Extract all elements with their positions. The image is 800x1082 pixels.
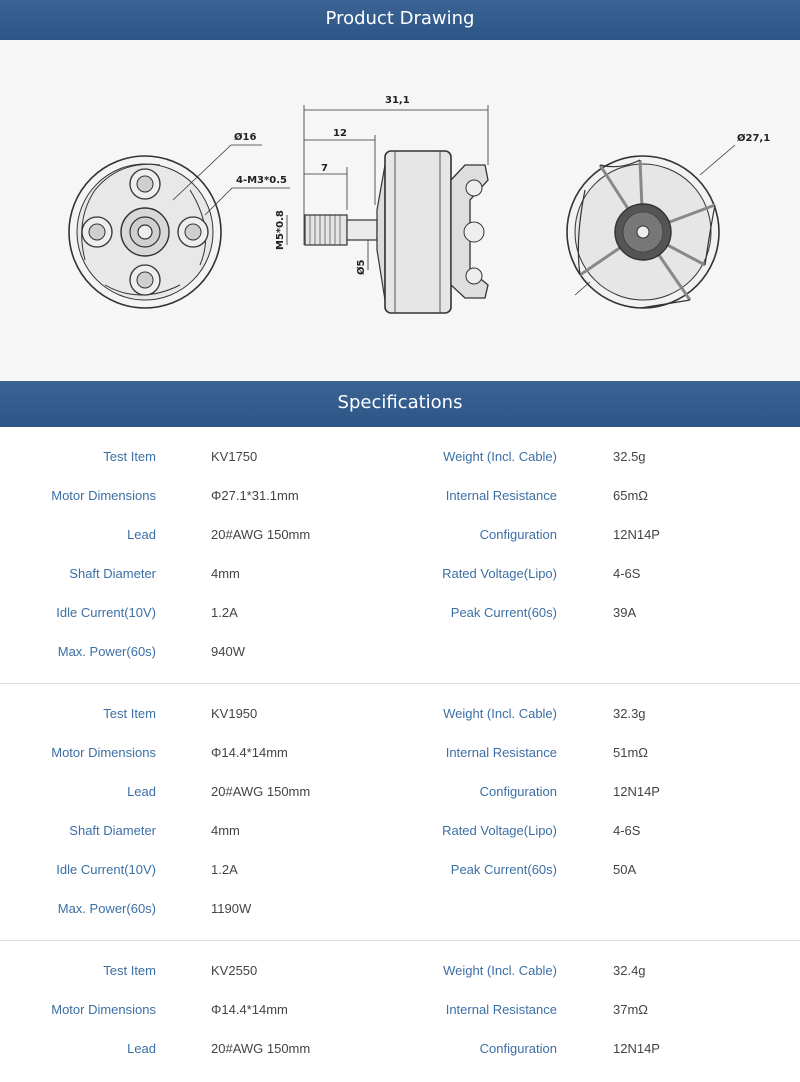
spec-value: 39A (613, 605, 637, 620)
front-diameter-label: Ø16 (234, 132, 257, 143)
spec-value: 32.4g (613, 963, 646, 978)
spec-label: Motor Dimensions (51, 488, 156, 503)
specifications-banner (0, 381, 800, 427)
spec-row (0, 564, 800, 584)
front-view (69, 145, 290, 308)
spec-label: Motor Dimensions (51, 745, 156, 760)
spec-value: 1.2A (211, 862, 238, 877)
spec-label: Peak Current(60s) (450, 605, 557, 620)
spec-label: Rated Voltage(Lipo) (442, 823, 557, 838)
spec-value: Φ14.4*14mm (211, 1002, 288, 1017)
shaft-length-label: 12 (333, 128, 347, 139)
spec-row (0, 642, 800, 662)
total-length-label: 31,1 (385, 95, 410, 106)
spec-value: 12N14P (613, 527, 660, 542)
spec-label: Weight (Incl. Cable) (443, 963, 557, 978)
spec-row (0, 1039, 800, 1059)
motor-technical-drawing (0, 40, 800, 381)
spec-value: Φ14.4*14mm (211, 745, 288, 760)
spec-value: 940W (211, 644, 245, 659)
spec-label: Configuration (479, 784, 557, 799)
product-drawing-title: Product Drawing (325, 8, 475, 29)
spec-row (0, 603, 800, 623)
spec-value: 12N14P (613, 784, 660, 799)
thread-length-label: 7 (321, 163, 328, 174)
spec-value: KV1950 (211, 706, 258, 721)
spec-label: Internal Resistance (445, 745, 557, 760)
spec-value: 20#AWG 150mm (211, 1041, 311, 1056)
back-diameter-label: Ø27,1 (737, 133, 771, 144)
spec-label: Max. Power(60s) (57, 901, 156, 916)
front-holes-label: 4-M3*0.5 (236, 175, 287, 186)
spec-label: Weight (Incl. Cable) (443, 706, 557, 721)
spec-value: 50A (613, 862, 637, 877)
spec-value: 20#AWG 150mm (211, 784, 311, 799)
spec-label: Internal Resistance (445, 488, 557, 503)
spec-row (0, 899, 800, 919)
spec-value: Φ27.1*31.1mm (211, 488, 299, 503)
side-view (287, 105, 488, 313)
spec-label: Lead (127, 784, 156, 799)
product-drawing (0, 40, 800, 381)
spec-row (0, 860, 800, 880)
back-view (567, 145, 735, 308)
spec-value: 4mm (211, 566, 240, 581)
spec-label: Lead (127, 1041, 156, 1056)
spec-row (0, 821, 800, 841)
spec-row (0, 486, 800, 506)
specifications-title: Specifications (337, 392, 463, 413)
spec-row (0, 447, 800, 467)
spec-row (0, 961, 800, 981)
spec-row (0, 782, 800, 802)
spec-row (0, 1000, 800, 1020)
spec-value: 32.5g (613, 449, 646, 464)
spec-value: 51mΩ (613, 745, 649, 760)
spec-group (0, 684, 800, 941)
spec-value: 65mΩ (613, 488, 649, 503)
spec-label: Idle Current(10V) (56, 862, 156, 877)
shaft-diameter-label: Ø5 (356, 259, 367, 275)
spec-label: Max. Power(60s) (57, 644, 156, 659)
spec-value: 32.3g (613, 706, 646, 721)
spec-value: 4-6S (613, 823, 641, 838)
spec-value: 1190W (211, 901, 252, 916)
spec-value: 4-6S (613, 566, 641, 581)
spec-label: Idle Current(10V) (56, 605, 156, 620)
spec-row (0, 525, 800, 545)
spec-label: Test Item (103, 706, 156, 721)
spec-label: Rated Voltage(Lipo) (442, 566, 557, 581)
spec-value: 37mΩ (613, 1002, 649, 1017)
spec-label: Configuration (479, 1041, 557, 1056)
spec-group (0, 941, 800, 1082)
spec-label: Motor Dimensions (51, 1002, 156, 1017)
product-drawing-banner (0, 0, 800, 40)
spec-label: Shaft Diameter (69, 823, 156, 838)
spec-group (0, 427, 800, 684)
spec-label: Lead (127, 527, 156, 542)
spec-label: Test Item (103, 449, 156, 464)
spec-value: 4mm (211, 823, 240, 838)
spec-value: 12N14P (613, 1041, 660, 1056)
spec-label: Test Item (103, 963, 156, 978)
spec-value: KV1750 (211, 449, 258, 464)
spec-value: KV2550 (211, 963, 258, 978)
spec-row (0, 704, 800, 724)
spec-label: Weight (Incl. Cable) (443, 449, 557, 464)
spec-label: Internal Resistance (445, 1002, 557, 1017)
thread-spec-label: M5*0.8 (275, 210, 286, 250)
spec-label: Shaft Diameter (69, 566, 156, 581)
spec-label: Peak Current(60s) (450, 862, 557, 877)
spec-value: 20#AWG 150mm (211, 527, 311, 542)
spec-label: Configuration (479, 527, 557, 542)
spec-row (0, 743, 800, 763)
spec-value: 1.2A (211, 605, 238, 620)
